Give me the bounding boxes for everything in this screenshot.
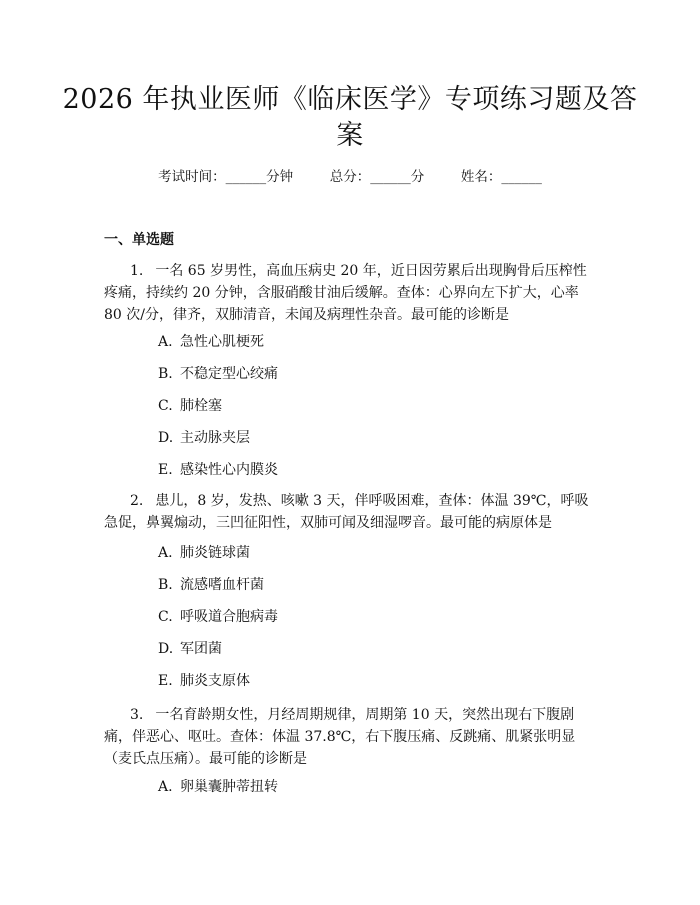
option-text: 卵巢囊肿蒂扭转 (180, 779, 278, 795)
option-1d (158, 428, 250, 448)
option-letter: E. (158, 673, 173, 689)
option-letter: C. (158, 398, 173, 414)
option-text: 呼吸道合胞病毒 (180, 609, 278, 625)
option-1a (158, 332, 264, 352)
option-1c (158, 396, 222, 416)
document-title: 2026 年执业医师《临床医学》专项练习题及答案 (62, 84, 638, 151)
total-score-unit: 分 (410, 169, 425, 185)
option-letter: C. (158, 609, 173, 625)
option-text: 肺炎链球菌 (180, 545, 250, 561)
name-label: 姓名： (460, 169, 502, 185)
option-letter: E. (158, 462, 173, 478)
option-letter: B. (158, 366, 173, 382)
option-3a (158, 777, 278, 797)
option-text: 流感嗜血杆菌 (180, 577, 264, 593)
option-letter: A. (158, 334, 173, 350)
total-score-blank: ______ (370, 169, 411, 185)
option-1b (158, 364, 278, 384)
option-letter: D. (158, 641, 174, 657)
option-text: 急性心肌梗死 (180, 334, 264, 350)
question-number: 2. (130, 493, 144, 509)
option-2e (158, 671, 250, 691)
question-3 (104, 704, 600, 770)
option-text: 感染性心内膜炎 (180, 462, 278, 478)
option-2d (158, 639, 222, 659)
option-text: 不稳定型心绞痛 (180, 366, 278, 382)
option-2c (158, 607, 278, 627)
option-letter: A. (158, 545, 173, 561)
option-text: 肺炎支原体 (180, 673, 250, 689)
question-text: 一名 65 岁男性，高血压病史 20 年，近日因劳累后出现胸骨后压榨性疼痛，持续约 20 分钟，含服硝酸甘油后缓解。查体：心界向左下扩大，心率 80 次/分，律齐，双肺清音，未闻及病理性杂音。最可能的诊断是 (104, 263, 587, 323)
option-text: 肺栓塞 (180, 398, 222, 414)
option-letter: D. (158, 430, 174, 446)
question-text: 一名育龄期女性，月经周期规律，周期第 10 天，突然出现右下腹剧痛，伴恶心、呕吐。查体：体温 37.8℃，右下腹压痛、反跳痛、肌紧张明显（麦氏点压痛）。最可能的诊断是 (104, 707, 576, 767)
option-2a (158, 543, 250, 563)
question-number: 3. (130, 707, 144, 723)
exam-info-line (0, 168, 700, 186)
section-heading: 一、单选题 (104, 232, 174, 248)
question-1 (104, 260, 600, 326)
question-number: 1. (130, 263, 144, 279)
option-1e (158, 460, 278, 480)
exam-time-unit: 分钟 (266, 169, 294, 185)
option-letter: A. (158, 779, 173, 795)
option-text: 主动脉夹层 (180, 430, 250, 446)
name-blank: ______ (501, 169, 542, 185)
total-score-label: 总分： (329, 169, 371, 185)
exam-time-blank: ______ (225, 169, 267, 185)
exam-time-label: 考试时间： (158, 169, 226, 185)
question-2 (104, 490, 600, 534)
option-text: 军团菌 (180, 641, 222, 657)
option-2b (158, 575, 264, 595)
option-letter: B. (158, 577, 173, 593)
question-text: 患儿，8 岁，发热、咳嗽 3 天，伴呼吸困难，查体：体温 39℃，呼吸急促，鼻翼煽动，三凹征阳性，双肺可闻及细湿啰音。最可能的病原体是 (104, 493, 589, 531)
